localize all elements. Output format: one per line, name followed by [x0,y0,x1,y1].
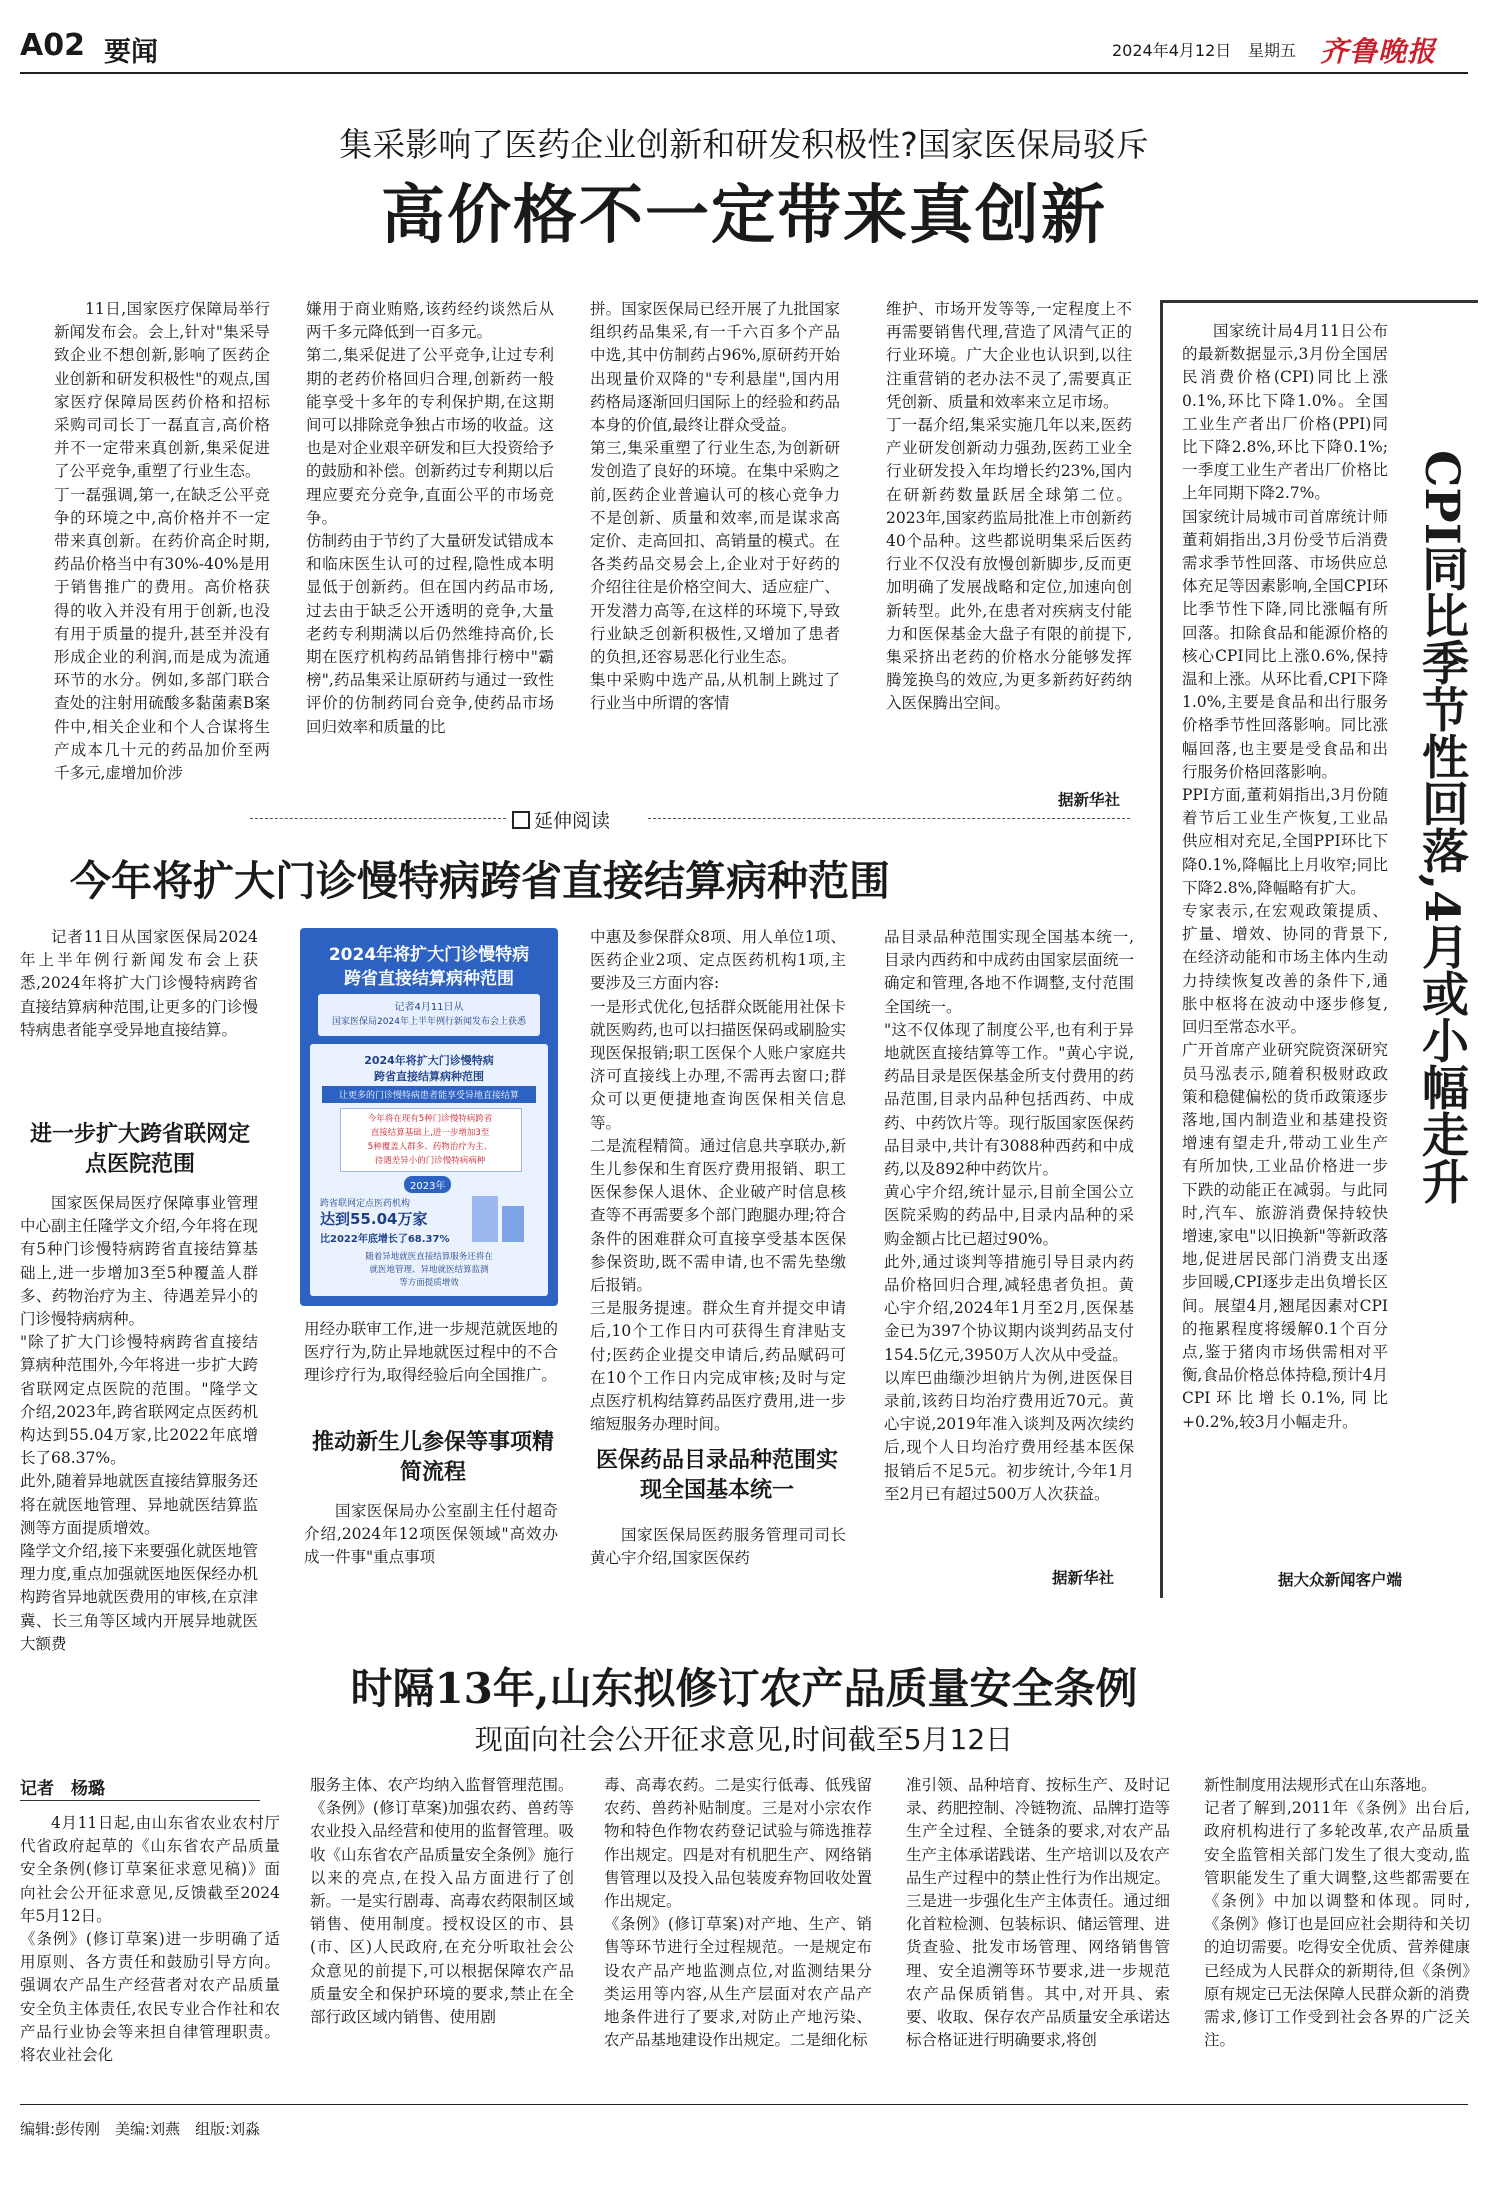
article3-byline: 记者 杨璐 [20,1779,105,1799]
info-foot3: 等方面提质增效 [399,1278,459,1288]
article2-col3: 中惠及参保群众8项、用人单位1项、医药企业2项、定点医药机构1项,主要涉及三方面内容: 一是形式优化,包括群众既能用社保卡就医购药,也可以扫描医保码或刷脸实现医保报销;职工医保个人账户家庭共济可直接线上办理,不需再去窗口;群众可以更便捷地查询医保相关信息等。 二是流程精简。通过信息共享联办,新生儿参保和生育医疗费用报销、职工医保参保人退休、企业破产时信息核查等不再需要多个部门跑腿办理;符合条件的困难群众可直接享受基本医保参保资助,既不需申请,也不需先垫缴后报销。 三是服务提速。群众生育并提交申请后,10个工作日内可获得生育津贴支付;医药企业提交申请后,药品赋码可在10个工作日内完成审核;及时与定点医疗机构结算药品医疗费用,进一步缩短服务办理时间。 [590,928,846,1434]
article2-col4: 品目录品种范围实现全国基本统一,目录内西药和中成药由国家层面统一确定和管理,各地不作调整,支付范围全国统一。 "这不仅体现了制度公平,也有利于异地就医直接结算等工作。"黄心宇说,药品目录是医保基金所支付费用的药品范围,目录内品种包括西药、中成药、中药饮片等。现行版国家医保药品目录中,共计有3088种西药和中成药,以及892种中药饮片。 黄心宇介绍,统计显示,目前全国公立医院采购的药品中,目录内品种的采购金额占比已超过90%。 此外,通过谈判等措施引导目录内药品价格回归合理,减轻患者负担。黄心宇介绍,2024年1月至2月,医保基金已为397个协议期内谈判药品支付154.5亿元,3950万人次从中受益。 以库巴曲缬沙坦钠片为例,进医保目录前,该药日均治疗费用近70元。黄心宇说,2019年准入谈判及两次续约后,现个人日均治疗费用经基本医保报销后不足5元。初步统计,今年1月至2月已有超过500万人次获益。 [884,928,1134,1503]
paper-logo: 齐鲁晚报 [1320,35,1437,68]
divider-left [250,818,506,820]
page-number: A02 [20,28,85,63]
section-name: 要闻 [104,37,158,68]
info-foot2: 就医地管理、异地就医结算监测 [369,1265,489,1275]
article3-col1: 4月11日起,由山东省农业农村厅代省政府起草的《山东省农产品质量安全条例(修订草案征求意见稿)》面向社会公开征求意见,反馈截至2024年5月12日。 《条例》(修订草案)进一步明确了适用原则、各方责任和鼓励引导方向。强调农产品生产经营者对农产品质量安全负主体责任,农民专业合作社和农产品行业协会等来担自律管理职责。将农业社会化 [20,1814,280,2065]
header-rule [20,72,1468,74]
article2-col2-tail: 国家医保局办公室副主任付超奇介绍,2024年12项医保领域"高效办成一件事"重点事项 [304,1502,558,1567]
article2-subhead2: 推动新生儿参保等事项精简流程 [311,1430,554,1485]
info-year: 2023年 [404,1176,451,1193]
article2-subhead1: 进一步扩大跨省联网定点医院范围 [30,1122,251,1177]
extended-reading-icon [512,811,530,829]
extended-reading-text: 延伸阅读 [534,810,611,832]
info-src2: 国家医保局2024年上半年例行新闻发布会上获悉 [332,1017,526,1027]
info-note1: 今年将在现有5种门诊慢特病跨省 [367,1114,493,1124]
info-stat2: 比2022年底增长了68.37% [320,1234,450,1245]
article1-col3: 拼。国家医保局已经开展了九批国家组织药品集采,有一千六百多个产品中选,其中仿制药占96%,原研药开始出现量价双降的"专利悬崖",国内用药格局逐渐回归国际上的经验和药品本身的价值,最终让群众受益。 第三,集采重塑了行业生态,为创新研发创造了良好的环境。在集中采购之前,医药企业普遍认可的核心竞争力不是创新、质量和效率,而是谋求高定价、走高回扣、高销量的模式。在各类药品交易会上,企业对于好药的介绍往往是价格空间大、适应症广、开发潜力高等,在这样的环境下,导致行业缺乏创新积极性,又增加了患者的负担,还容易恶化行业生态。 集中采购中选产品,从机制上跳过了行业当中所谓的客情 [590,300,840,713]
footer-credits: 编辑:彭传刚 美编:刘燕 组版:刘淼 [20,2120,261,2138]
article3-col2: 服务主体、农产均纳入监督管理范围。 《条例》(修订草案)加强农药、兽药等农业投入品经营和使用的监督管理。吸收《山东省农产品质量安全条例》施行以来的亮点,在投入品方面进行了创新。一是实行剧毒、高毒农药限制区域销售、使用制度。授权设区的市、县(市、区)人民政府,在充分听取社会公众意见的前提下,可以根据保障农产品质量安全和保护环境的要求,禁止在全部行政区域内销售、使用剧 [310,1776,574,2027]
article2-credit: 据新华社 [1052,1568,1115,1587]
page-header [20,28,1468,68]
info-note3: 5种覆盖人群多、药物治疗为主、 [367,1142,493,1152]
sidebar-credit: 据大众新闻客户端 [1278,1570,1403,1589]
article3-subtitle: 现面向社会公开征求意见,时间截至5月12日 [474,1723,1014,1756]
article2-subhead3: 医保药品目录品种范围实现全国基本统一 [595,1448,838,1503]
article3-col4: 准引领、品种培育、按标生产、及时记录、药肥控制、冷链物流、品牌打造等生产全过程、全链条的要求,对农产品生产主体承诺践诺、生产培训以及农产品生产过程中的禁止性行为作出规定。三是进一步强化生产主体责任。通过细化首粒检测、包装标识、储运管理、进货查验、批发市场管理、网络销售管理、安全追溯等环节要求,进一步规范农产品保质销售。其中,对开具、索要、收取、保存农产品质量安全承诺达标合格证进行明确要求,将创 [906,1776,1170,2050]
article1-col2: 嫌用于商业贿赂,该药经约谈然后从两千多元降低到一百多元。 第二,集采促进了公平竞争,让过专利期的老药价格回归合理,创新药一般能享受十多年的专利保护期,在这期间可以排除竞争独占市场的收益。这也是对企业艰辛研发和巨大投资给予的鼓励和补偿。创新药过专利期以后理应要充分竞争,直面公平的市场竞争。 仿制药由于节约了大量研发试错成本和临床医生认可的过程,隐性成本明显低于创新药。但在国内药品市场,过去由于缺乏公开透明的竞争,大量老药专利期满以后仍然维持高价,长期在医疗机构药品销售排行榜中"霸榜",药品集采让原研药与通过一致性评价的仿制药同台竞争,使药品市场回归效率和质量的比 [306,300,555,736]
article1-col4: 维护、市场开发等等,一定程度上不再需要销售代理,营造了风清气正的行业环境。广大企业也认识到,以往注重营销的老办法不灵了,需要真正凭创新、质量和效率来立足市场。 丁一磊介绍,集采实施几年以来,医药产业研发创新动力强劲,医药工业全行业研发投入年均增长约23%,国内在研新药数量跃居全球第二位。2023年,国家药监局批准上市创新药40个品种。这些都说明集采后医药行业不仅没有放慢创新脚步,反而更加明确了发展战略和定位,加速向创新转型。此外,在患者对疾病支付能力和医保基金大盘子有限的前提下,集采挤出老药的价格水分能够发挥腾笼换鸟的效应,为更多新药好药纳入医保腾出空间。 [886,300,1132,713]
info-stat1b: 达到55.04万家 [320,1210,428,1228]
article2-col3-tail: 国家医保局医药服务管理司司长黄心宇介绍,国家医保药 [590,1526,846,1568]
info-b3: 让更多的门诊慢特病患者能享受异地直接结算 [322,1086,536,1103]
article2-col1-rest: 国家医保局医疗保障事业管理中心副主任隆学文介绍,今年将在现有5种门诊慢特病跨省直接结算基础上,进一步增加3至5种覆盖人群多、药物治疗为主、待遇差异小的门诊慢特病病种。 "除了扩大门诊慢特病跨省直接结算病种范围外,今年将进一步扩大跨省联网定点医院的范围。"隆学文介绍,2023年,跨省联网定点医药机构达到55.04万家,比2022年底增长了68.37%。 此外,随着异地就医直接结算服务还将在就医地管理、异地就医结算监测等方面提质增效。 隆学文介绍,接下来要强化就医地管理力度,重点加强就医地医保经办机构跨省异地就医费用的审核,在京津冀、长三角等区域内开展异地就医大额费 [20,1194,258,1653]
info-note2: 直接结算基础上,进一步增加3至 [370,1128,490,1138]
info-title1: 2024年将扩大门诊慢特病 [328,945,530,965]
article3-col5: 新性制度用法规形式在山东落地。 记者了解到,2011年《条例》出台后,政府机构进行了多轮改革,农产品质量安全监管相关部门发生了很大变动,监管职能发生了重大调整,这些都需要在《条例》中加以调整和体现。同时,《条例》修订也是回应社会期待和关切的迫切需要。吃得安全优质、营养健康已经成为人民群众的新期待,但《条例》原有规定已无法保障人民群众新的消费需求,修订工作受到社会各界的广泛关注。 [1204,1776,1470,2050]
footer-rule [20,2104,1468,2105]
info-building-icon-2 [502,1206,524,1242]
info-b1: 2024年将扩大门诊慢特病 [364,1054,494,1067]
article2-col1-lead: 记者11日从国家医保局2024年上半年例行新闻发布会上获悉,2024年将扩大门诊慢特病跨省直接结算病种范围,让更多的门诊慢特病患者能享受异地直接结算。 [20,928,258,1039]
info-title2: 跨省直接结算病种范围 [344,969,514,989]
sidebar-title: CPI同比季节性回落,4月或小幅走升 [1414,450,1469,1205]
article1-title: 高价格不一定带来真创新 [381,178,1107,253]
article2-col2-rest: 用经办联审工作,进一步规范就医地的医疗行为,防止异地就医过程中的不合理诊疗行为,取得经验后向全国推广。 [304,1320,558,1385]
info-building-icon [472,1196,498,1242]
divider-right [648,818,1130,820]
info-src1: 记者4月11日从 [394,1002,464,1013]
info-stat1a: 跨省联网定点医药机构 [320,1199,411,1209]
article2-title: 今年将扩大门诊慢特病跨省直接结算病种范围 [70,857,890,905]
article3-title: 时隔13年,山东拟修订农产品质量安全条例 [350,1664,1138,1713]
info-foot1: 随着异地就医直接结算服务还将在 [365,1252,493,1262]
article1-credit: 据新华社 [1058,790,1121,809]
article1-col1: 11日,国家医疗保障局举行新闻发布会。会上,针对"集采导致企业不想创新,影响了医药企业创新和研发积极性"的观点,国家医疗保障局医药价格和招标采购司司长丁一磊直言,高价格并不一定带来真创新,集采促进了公平竞争,重塑了行业生态。 丁一磊强调,第一,在缺乏公平竞争的环境之中,高价格并不一定带来真创新。在药价高企时期,药品价格当中有30%-40%是用于销售推广的费用。高价格获得的收入并没有用于创新,也没有用于质量的提升,甚至并没有形成企业的利润,而是成为流通环节的水分。例如,多部门联合查处的注射用硫酸多黏菌素B案件中,相关企业和个人合谋将生产成本几十元的药品加价至两千多元,虚增加价涉 [54,300,270,783]
info-b2: 跨省直接结算病种范围 [374,1070,484,1083]
info-note4: 待遇差异小的门诊慢特病病种 [374,1156,486,1166]
article1-kicker: 集采影响了医药企业创新和研发积极性?国家医保局驳斥 [339,125,1149,164]
issue-weekday: 星期五 [1248,41,1297,60]
article3-col3: 毒、高毒农药。二是实行低毒、低残留农药、兽药补贴制度。三是对小宗农作物和特色作物农药登记试验与筛选推荐作出规定。四是对有机肥生产、网络销售管理以及投入品包装废弃物回收处置作出规定。 《条例》(修订草案)对产地、生产、销售等环节进行全过程规范。一是规定布设农产品产地监测点位,对监测结果分类运用等内容,从生产层面对农产品产地条件进行了要求,对防止产地污染、农产品基地建设作出规定。二是细化标 [604,1776,872,2050]
issue-date: 2024年4月12日 [1112,41,1232,60]
extended-reading-label [512,806,610,833]
byline-rule [20,1800,260,1801]
sidebar-text: 国家统计局4月11日公布的最新数据显示,3月份全国居民消费价格(CPI)同比上涨0.1%,环比下降1.0%。全国工业生产者出厂价格(PPI)同比下降2.8%,环比下降0.1%;一季度工业生产者出厂价格比上年同期下降2.7%。 国家统计局城市司首席统计师董莉娟指出,3月份受节后消费需求季节性回落、市场供应总体充足等因素影响,全国CPI环比季节性下降,同比涨幅有所回落。扣除食品和能源价格的核心CPI同比上涨0.6%,保持温和上涨。从环比看,CPI下降1.0%,主要是食品和出行服务价格季节性回落影响。同比涨幅回落,也主要是受食品和出行服务价格回落影响。 PPI方面,董莉娟指出,3月份随着节后工业生产恢复,工业品供应相对充足,全国PPI环比下降0.1%,降幅比上月收窄;同比下降2.8%,降幅略有扩大。 专家表示,在宏观政策提质、扩量、增效、协同的背景下,在经济动能和市场主体内生动力持续恢复改善的条件下,通胀中枢将在波动中逐步修复,回归至常态水平。 广开首席产业研究院资深研究员马泓表示,随着积极财政政策和稳健偏松的货币政策逐步落地,国内制造业和基建投资增速有望走升,带动工业生产有所加快,工业品价格进一步下跌的动能正在减弱。与此同时,汽车、旅游消费保持较快增速,家电"以旧换新"等新政落地,促进居民部门消费支出逐步回暖,CPI逐步走出负增长区间。展望4月,翘尾因素对CPI的拖累程度将缓解0.1个百分点,鉴于猪肉市场供需相对平衡,食品价格总体持稳,预计4月CPI环比增长0.1%,同比+0.2%,较3月小幅走升。 [1182,322,1388,1431]
infographic [300,928,558,1306]
